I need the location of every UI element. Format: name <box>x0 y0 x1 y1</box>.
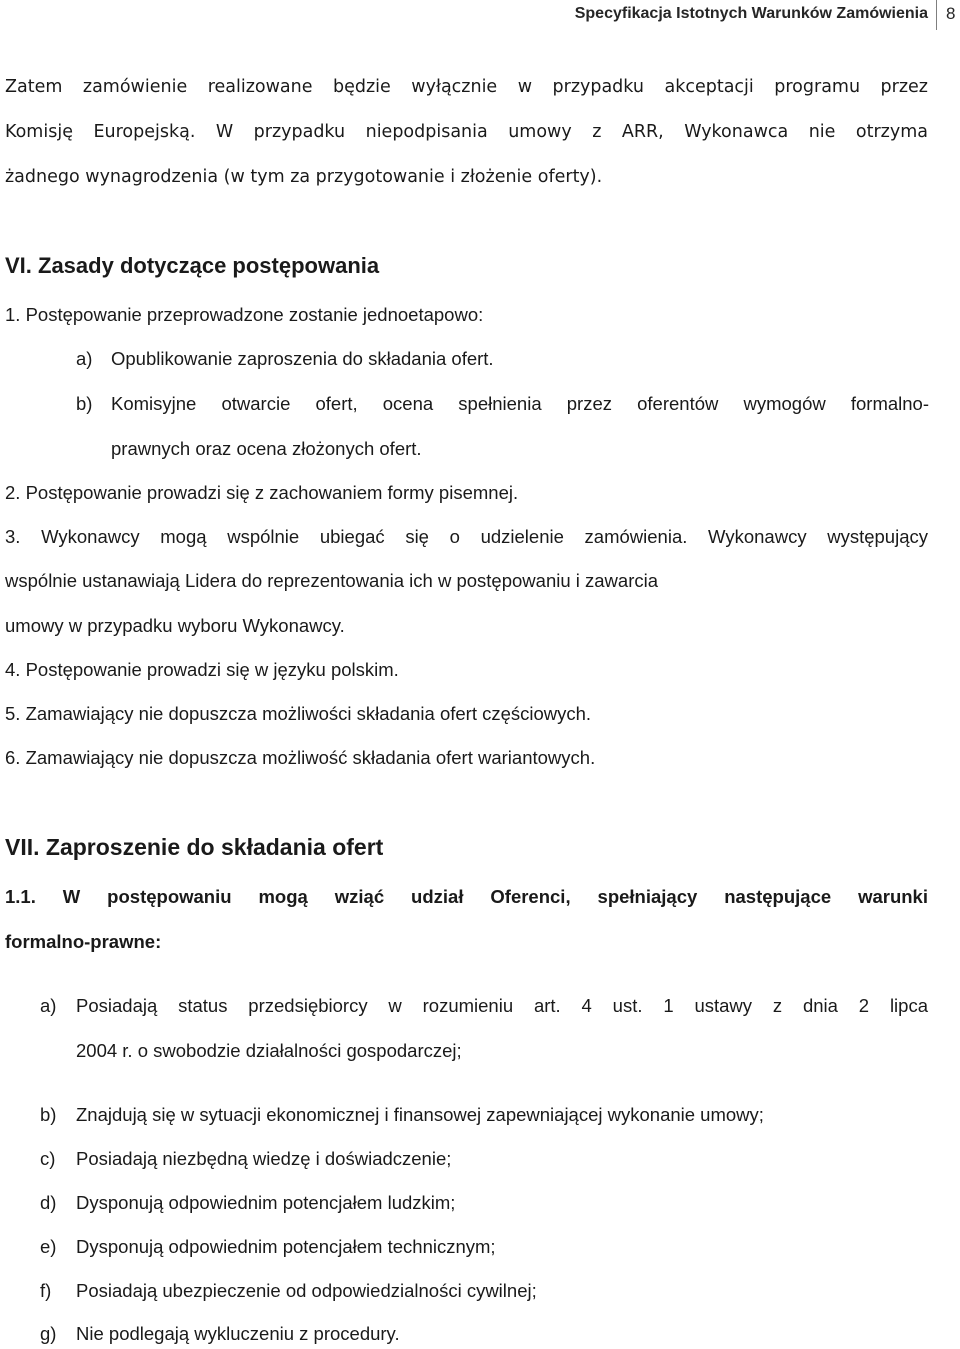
paragraph-line: wspólnie ustanawiają Lidera do reprezentowania ich w postępowaniu i zawarcia <box>5 570 659 591</box>
intro-line: żadnego wynagrodzenia (w tym za przygotowanie i złożenie oferty). <box>5 167 603 187</box>
list-label: a) <box>40 995 57 1016</box>
paragraph-6: 6. Zamawiający nie dopuszcza możliwość składania ofert wariantowych. <box>5 747 596 768</box>
paragraph-line: formalno-prawne: <box>5 931 162 952</box>
paragraph-line: 1.1. W postępowaniu mogą wziąć udział Oferenci, spełniający następujące warunki <box>5 886 928 907</box>
paragraph-line: umowy w przypadku wyboru Wykonawcy. <box>5 615 345 636</box>
page-header <box>0 0 960 30</box>
list-label: e) <box>40 1236 57 1257</box>
section-heading: VI. Zasady dotyczące postępowania <box>5 253 380 278</box>
list-text: Komisyjne otwarcie ofert, ocena spełnienia przez oferentów wymogów formalno- <box>111 393 929 414</box>
list-text: Nie podlegają wykluczeniu z procedury. <box>76 1323 400 1344</box>
list-label: d) <box>40 1192 57 1213</box>
header-title: Specyfikacja Istotnych Warunków Zamówienia <box>574 5 928 22</box>
paragraph-2: 2. Postępowanie prowadzi się z zachowaniem formy pisemnej. <box>5 482 519 503</box>
list-text: Opublikowanie zaproszenia do składania ofert. <box>111 348 494 369</box>
list-label: b) <box>76 393 93 414</box>
section-heading: VII. Zaproszenie do składania ofert <box>5 834 384 860</box>
intro-line: Komisję Europejską. W przypadku niepodpisania umowy z ARR, Wykonawca nie otrzyma <box>5 122 928 142</box>
paragraph-1: 1. Postępowanie przeprowadzone zostanie jednoetapowo: <box>5 304 484 325</box>
list-label: g) <box>40 1323 57 1344</box>
paragraph-4: 4. Postępowanie prowadzi się w języku polskim. <box>5 659 399 680</box>
list-text: Znajdują się w sytuacji ekonomicznej i finansowej zapewniającej wykonanie umowy; <box>76 1104 764 1125</box>
paragraph-5: 5. Zamawiający nie dopuszcza możliwości składania ofert częściowych. <box>5 703 592 724</box>
list-text: 2004 r. o swobodzie działalności gospodarczej; <box>76 1040 462 1061</box>
list-label: b) <box>40 1104 57 1125</box>
list-text: Posiadają niezbędną wiedzę i doświadczenie; <box>76 1148 452 1169</box>
list-label: a) <box>76 348 93 369</box>
paragraph-line: 3. Wykonawcy mogą wspólnie ubiegać się o udzielenie zamówienia. Wykonawcy występujący <box>5 526 928 547</box>
list-label: f) <box>40 1280 52 1301</box>
list-text: Dysponują odpowiednim potencjałem technicznym; <box>76 1236 496 1257</box>
page-number: 8 <box>946 4 956 23</box>
intro-line: Zatem zamówienie realizowane będzie wyłącznie w przypadku akceptacji programu przez <box>5 77 928 97</box>
list-text: prawnych oraz ocena złożonych ofert. <box>111 438 422 459</box>
list-text: Posiadają status przedsiębiorcy w rozumieniu art. 4 ust. 1 ustawy z dnia 2 lipca <box>76 995 928 1016</box>
header-divider <box>936 0 937 30</box>
list-text: Posiadają ubezpieczenie od odpowiedzialności cywilnej; <box>76 1280 537 1301</box>
list-label: c) <box>40 1148 56 1169</box>
list-text: Dysponują odpowiednim potencjałem ludzkim; <box>76 1192 456 1213</box>
